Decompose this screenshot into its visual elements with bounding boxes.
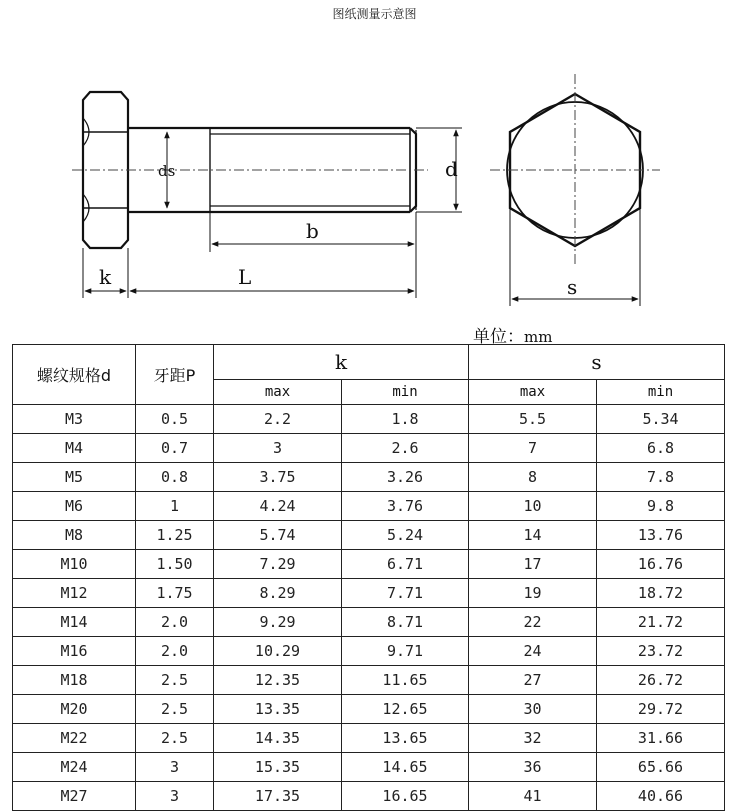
table-row [13, 666, 725, 695]
cell-k-min: 13.65 [342, 724, 469, 753]
cell-pitch: 0.5 [136, 405, 214, 434]
cell-s-max: 30 [469, 695, 597, 724]
b-label: b [306, 219, 319, 243]
cell-pitch: 2.5 [136, 666, 214, 695]
cell-k-min: 8.71 [342, 608, 469, 637]
cell-s-max: 10 [469, 492, 597, 521]
cell-spec: M22 [13, 724, 136, 753]
cell-s-max: 32 [469, 724, 597, 753]
cell-k-max: 15.35 [214, 753, 342, 782]
cell-pitch: 1.50 [136, 550, 214, 579]
table-row [13, 434, 725, 463]
cell-spec: M16 [13, 637, 136, 666]
cell-spec: M24 [13, 753, 136, 782]
cell-s-max: 17 [469, 550, 597, 579]
cell-s-min: 16.76 [597, 550, 725, 579]
table-row [13, 782, 725, 811]
L-label: L [238, 265, 252, 289]
cell-s-min: 7.8 [597, 463, 725, 492]
cell-s-min: 21.72 [597, 608, 725, 637]
cell-k-max: 2.2 [214, 405, 342, 434]
cell-s-max: 7 [469, 434, 597, 463]
bolt-drawing [0, 0, 749, 340]
cell-k-min: 3.26 [342, 463, 469, 492]
cell-pitch: 1.25 [136, 521, 214, 550]
header-k-max: max [214, 380, 342, 405]
cell-pitch: 0.7 [136, 434, 214, 463]
cell-pitch: 3 [136, 753, 214, 782]
cell-s-min: 40.66 [597, 782, 725, 811]
cell-k-min: 2.6 [342, 434, 469, 463]
cell-k-min: 9.71 [342, 637, 469, 666]
cell-k-min: 1.8 [342, 405, 469, 434]
cell-spec: M5 [13, 463, 136, 492]
cell-k-max: 7.29 [214, 550, 342, 579]
cell-pitch: 1.75 [136, 579, 214, 608]
table-row [13, 695, 725, 724]
cell-pitch: 1 [136, 492, 214, 521]
cell-pitch: 0.8 [136, 463, 214, 492]
cell-s-max: 5.5 [469, 405, 597, 434]
cell-k-max: 14.35 [214, 724, 342, 753]
ds-label: ds [158, 162, 176, 180]
table-body [13, 405, 725, 811]
cell-spec: M14 [13, 608, 136, 637]
diagram-title: 图纸测量示意图 [332, 7, 417, 21]
cell-s-max: 41 [469, 782, 597, 811]
cell-k-max: 3 [214, 434, 342, 463]
table-row [13, 579, 725, 608]
spec-table [12, 344, 725, 811]
cell-s-min: 65.66 [597, 753, 725, 782]
header-spec: 螺纹规格d [13, 345, 136, 405]
s-label: s [567, 275, 578, 299]
cell-k-max: 13.35 [214, 695, 342, 724]
cell-s-max: 27 [469, 666, 597, 695]
cell-s-min: 5.34 [597, 405, 725, 434]
table-row [13, 550, 725, 579]
unit-label: 单位： [473, 327, 524, 347]
table-row [13, 724, 725, 753]
cell-spec: M3 [13, 405, 136, 434]
cell-spec: M27 [13, 782, 136, 811]
cell-spec: M12 [13, 579, 136, 608]
cell-s-min: 26.72 [597, 666, 725, 695]
cell-k-min: 14.65 [342, 753, 469, 782]
cell-s-min: 31.66 [597, 724, 725, 753]
table-row [13, 521, 725, 550]
cell-s-max: 14 [469, 521, 597, 550]
header-row [13, 345, 725, 380]
cell-spec: M10 [13, 550, 136, 579]
cell-k-min: 12.65 [342, 695, 469, 724]
cell-k-max: 3.75 [214, 463, 342, 492]
header-s-min: min [597, 380, 725, 405]
unit-value: mm [524, 328, 553, 346]
cell-k-max: 12.35 [214, 666, 342, 695]
cell-s-min: 23.72 [597, 637, 725, 666]
table-row [13, 753, 725, 782]
cell-pitch: 2.5 [136, 724, 214, 753]
table-row [13, 637, 725, 666]
k-label: k [99, 265, 112, 289]
cell-s-min: 13.76 [597, 521, 725, 550]
cell-spec: M20 [13, 695, 136, 724]
header-s-max: max [469, 380, 597, 405]
cell-k-min: 11.65 [342, 666, 469, 695]
table-row [13, 405, 725, 434]
cell-s-max: 24 [469, 637, 597, 666]
table-row [13, 608, 725, 637]
cell-spec: M8 [13, 521, 136, 550]
cell-s-max: 8 [469, 463, 597, 492]
cell-s-max: 36 [469, 753, 597, 782]
table-row [13, 463, 725, 492]
cell-spec: M6 [13, 492, 136, 521]
cell-pitch: 2.0 [136, 637, 214, 666]
cell-spec: M18 [13, 666, 136, 695]
header-s: s [469, 345, 725, 380]
cell-pitch: 2.0 [136, 608, 214, 637]
header-pitch: 牙距P [136, 345, 214, 405]
cell-k-max: 8.29 [214, 579, 342, 608]
cell-k-min: 7.71 [342, 579, 469, 608]
cell-k-max: 5.74 [214, 521, 342, 550]
cell-s-min: 18.72 [597, 579, 725, 608]
header-k: k [214, 345, 469, 380]
cell-spec: M4 [13, 434, 136, 463]
cell-k-min: 5.24 [342, 521, 469, 550]
cell-k-max: 17.35 [214, 782, 342, 811]
cell-s-max: 19 [469, 579, 597, 608]
table-row [13, 492, 725, 521]
cell-s-max: 22 [469, 608, 597, 637]
cell-k-max: 9.29 [214, 608, 342, 637]
cell-s-min: 29.72 [597, 695, 725, 724]
cell-k-min: 3.76 [342, 492, 469, 521]
header-k-min: min [342, 380, 469, 405]
cell-s-min: 6.8 [597, 434, 725, 463]
d-label: d [445, 157, 458, 181]
cell-k-min: 16.65 [342, 782, 469, 811]
cell-s-min: 9.8 [597, 492, 725, 521]
ds-dimension [158, 132, 175, 208]
cell-k-min: 6.71 [342, 550, 469, 579]
cell-k-max: 4.24 [214, 492, 342, 521]
cell-k-max: 10.29 [214, 637, 342, 666]
cell-pitch: 3 [136, 782, 214, 811]
cell-pitch: 2.5 [136, 695, 214, 724]
